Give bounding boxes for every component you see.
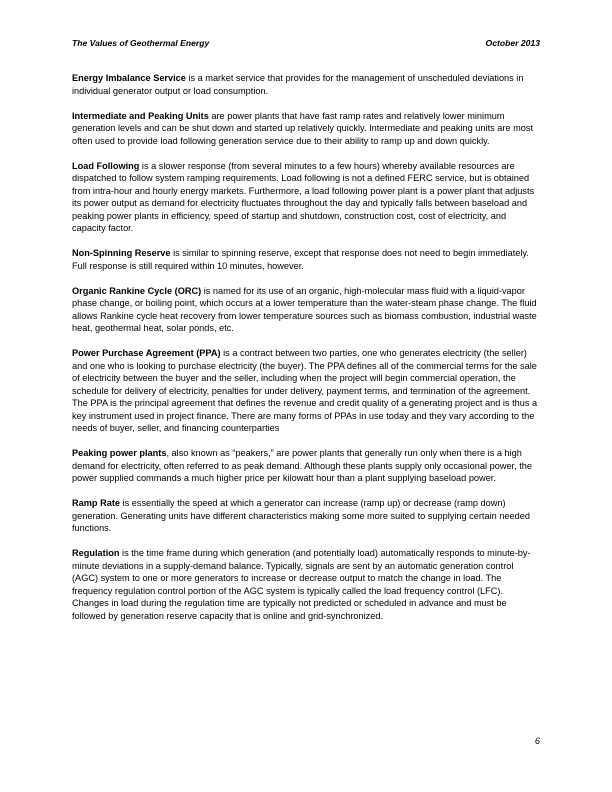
glossary-definition: are power plants that have fast ramp rates and relatively lower minimum generation levels and can be shut down and started up relatively quickly. Intermediate and peaking units are most often used to provide load following generation service due to their ability to ramp up and down quickly. <box>72 110 534 146</box>
glossary-definition: is similar to spinning reserve, except that response does not need to begin immediately. Full response is still required within 10 minutes, however. <box>72 248 529 271</box>
glossary-content <box>72 72 540 635</box>
glossary-term: Power Purchase Agreement (PPA) <box>72 348 221 358</box>
glossary-definition: is essentially the speed at which a generator can increase (ramp up) or decrease (ramp down) generation. Generating units have different characteristics making some more suited to supplying certain needed functions. <box>72 498 530 533</box>
glossary-definition: , also known as “peakers,” are power plants that generally run only when there is a high demand for electricity, often referred to as peak demand. Although these plants supply only occasional power, the power supplied commands a much higher price per kilowatt hour than a plant supplying baseload power. <box>72 448 532 483</box>
glossary-term: Ramp Rate <box>72 498 120 508</box>
glossary-entry-non-spinning-reserve <box>72 247 540 272</box>
glossary-term: Energy Imbalance Service <box>72 73 186 83</box>
glossary-entry-peaking-power-plants <box>72 447 540 485</box>
page-number: 6 <box>534 736 540 746</box>
glossary-term: Organic Rankine Cycle (ORC) <box>72 285 202 296</box>
glossary-definition: is a contract between two parties, one who generates electricity (the seller) and one who is looking to purchase electricity (the buyer). The PPA defines all of the commercial terms for the sale of electricity between the buyer and the seller, including when the project will begin commercial operation, the schedule for delivery of electricity, penalties for under delivery, payment terms, and termination of the agreement. The PPA is the principal agreement that defines the revenue and credit quality of a generating project and is thus a key instrument used in project finance. There are many forms of PPAs in use today and they vary according to the needs of buyer, seller, and financing counterparties <box>72 348 538 433</box>
glossary-term: Regulation <box>72 548 120 558</box>
running-header <box>72 38 540 49</box>
header-title: The Values of Geothermal Energy <box>72 38 210 48</box>
glossary-entry-regulation <box>72 547 540 622</box>
glossary-definition: is named for its use of an organic, high-molecular mass fluid with a liquid-vapor phase change, or boiling point, which occurs at a lower temperature than the water-steam phase change. The fluid allows Rankine cycle heat recovery from lower temperature sources such as biomass combustion, industrial waste heat, geothermal heat, solar ponds, etc. <box>72 285 537 333</box>
glossary-entry-energy-imbalance-service <box>72 72 540 97</box>
glossary-term: Load Following <box>72 160 140 171</box>
glossary-definition: is a market service that provides for the management of unscheduled deviations in individual generator output or load consumption. <box>72 73 524 96</box>
glossary-term: Intermediate and Peaking Units <box>72 110 209 121</box>
glossary-definition: is a slower response (from several minutes to a few hours) whereby available resources are dispatched to follow system ramping requirements. Load following is not a defined FERC service, but is obtained from intra-hour and hourly energy markets. Furthermore, a load following power plant is a power plant that adjusts its power output as demand for electricity fluctuates throughout the day and typically falls between baseload and peaking power plants in efficiency, speed of startup and shutdown, construction cost, cost of electricity, and capacity factor. <box>72 160 535 233</box>
glossary-definition: is the time frame during which generation (and potentially load) automatically responds to minute-by-minute deviations in a supply-demand balance. Typically, signals are sent by an automatic generation control (AGC) system to one or more generators to increase or decrease output to match the change in load. The frequency regulation control portion of the AGC system is typically called the load frequency control (LFC). Changes in load during the regulation time are typically not predicted or scheduled in advance and must be followed by generation reserve capacity that is online and grid-synchronized. <box>72 548 531 621</box>
glossary-entry-ramp-rate <box>72 497 540 535</box>
header-date: October 2013 <box>485 38 540 48</box>
glossary-term: Non-Spinning Reserve <box>72 248 171 258</box>
glossary-term: Peaking power plants <box>72 448 167 458</box>
glossary-entry-organic-rankine-cycle <box>72 285 540 335</box>
glossary-entry-load-following <box>72 160 540 235</box>
glossary-entry-power-purchase-agreement <box>72 347 540 435</box>
glossary-entry-intermediate-and-peaking-units <box>72 110 540 148</box>
